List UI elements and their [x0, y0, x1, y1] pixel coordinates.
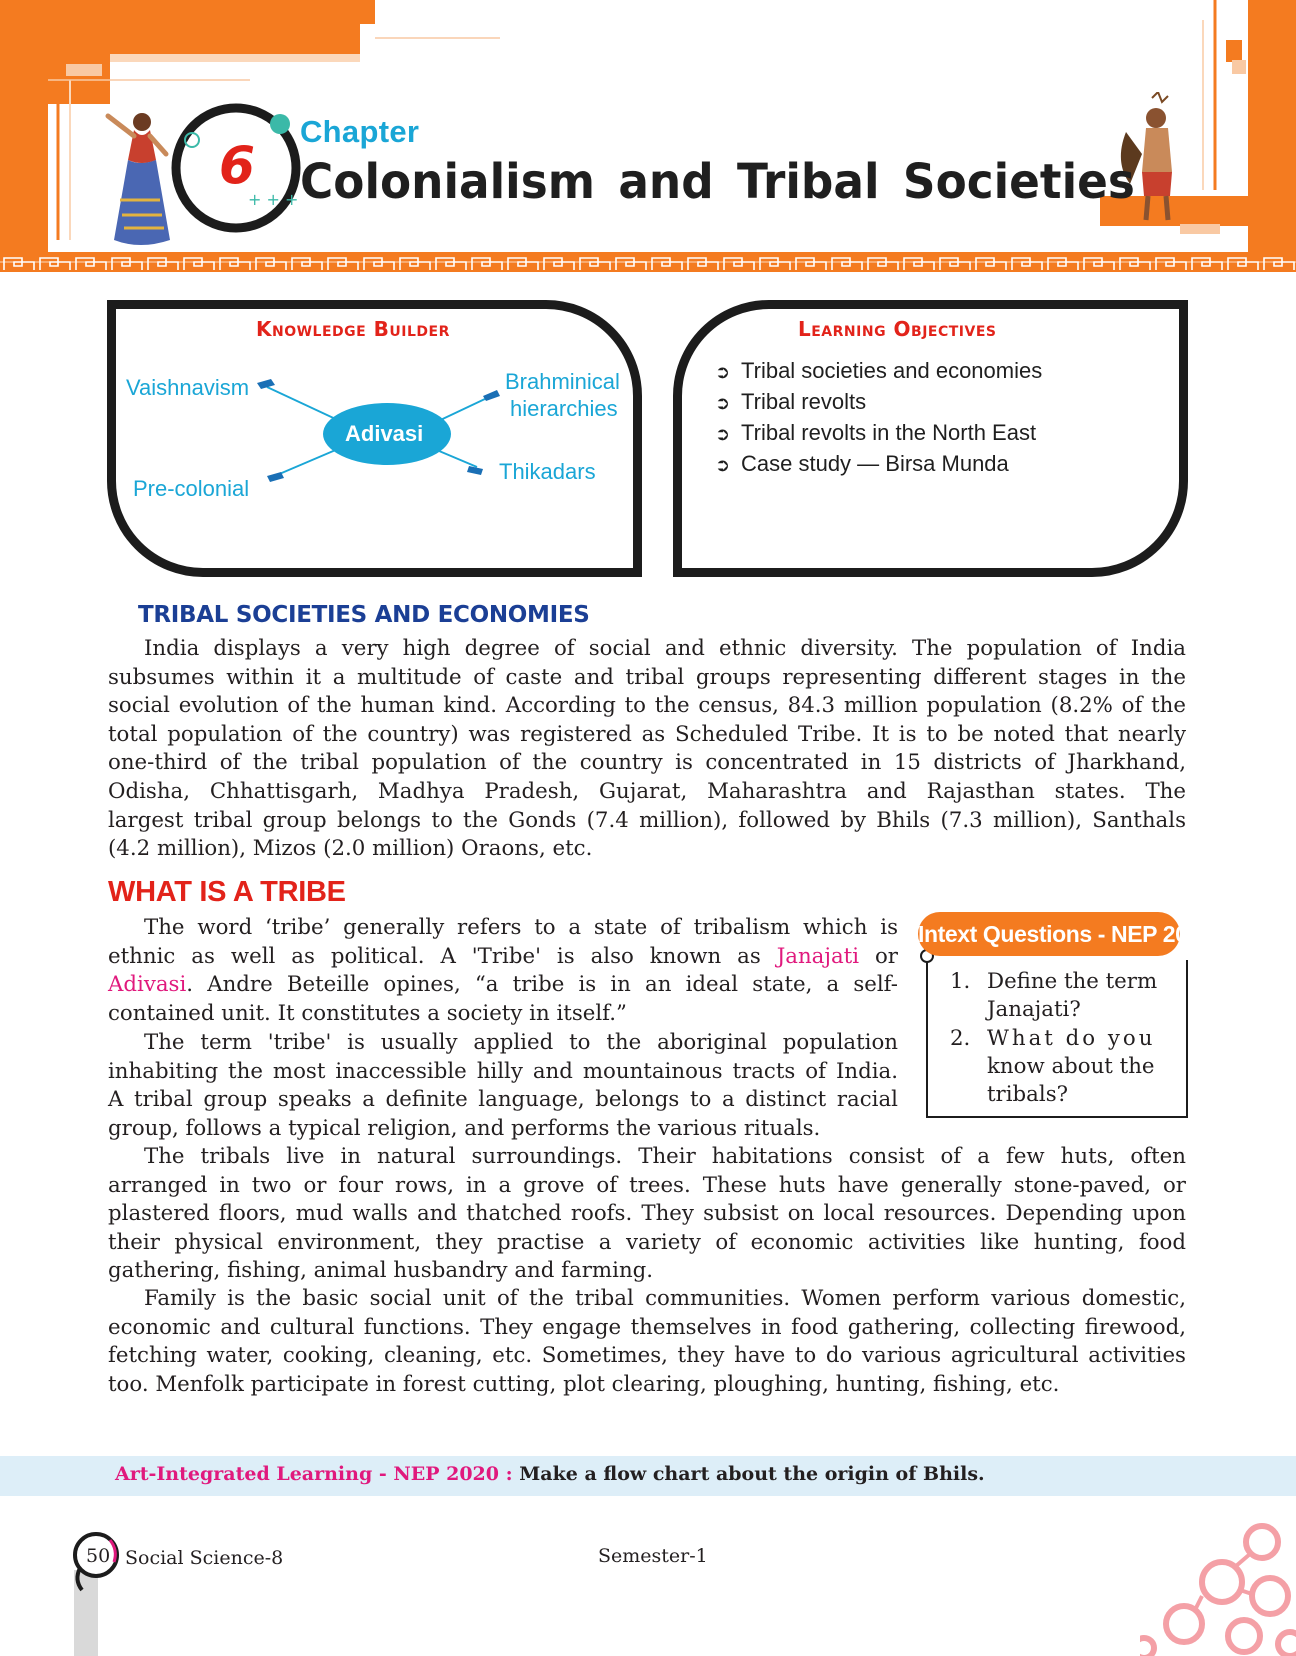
- paragraph-tribal-family: Family is the basic social unit of the tribal communities. Women perform various domestic, economic and cultural functions. They engage themselves in food gathering, collecting firewood, fetching water, cooking, cleaning, etc. Sometimes, they have to do various agricultural activities too. Menfolk participate in forest cutting, plot clearing, ploughing, hunting, fishing, etc.: [108, 1286, 1186, 1397]
- question-1-number: 1.: [950, 969, 971, 994]
- list-item: ➲ Tribal revolts: [715, 389, 867, 414]
- question-2-line3: tribals?: [987, 1082, 1069, 1107]
- chapter-number: 6: [218, 136, 256, 196]
- question-2-number: 2.: [950, 1026, 971, 1051]
- kb-node-brahminical-line2: hierarchies: [510, 396, 618, 421]
- kb-node-pre-colonial: Pre-colonial: [133, 476, 250, 501]
- arrow-bullet-icon: ➲: [715, 424, 731, 445]
- page-number: 50: [86, 1545, 111, 1567]
- list-item: ➲ Tribal societies and economies: [715, 358, 1043, 383]
- decorative-circles: [1140, 1520, 1296, 1656]
- arrow-bullet-icon: ➲: [715, 393, 731, 414]
- kb-node-vaishnavism: Vaishnavism: [126, 375, 250, 400]
- knowledge-builder-title: Knowledge Builder: [256, 317, 450, 341]
- chapter-title: Colonialism and Tribal Societies: [300, 154, 1135, 210]
- kb-center-adivasi: Adivasi: [345, 421, 424, 446]
- chapter-header-banner: [0, 0, 1296, 272]
- section-heading-what-is-a-tribe: WHAT IS A TRIBE: [108, 876, 346, 908]
- art-integrated-label: Art-Integrated Learning - NEP 2020 :: [115, 1463, 513, 1485]
- footer-semester: Semester-1: [598, 1545, 708, 1567]
- question-1-line1: Define the term: [987, 969, 1158, 994]
- term-adivasi: Adivasi: [108, 972, 187, 998]
- art-integrated-learning-text: [115, 1463, 985, 1485]
- list-item: ➲ Case study — Birsa Munda: [715, 451, 1009, 476]
- art-integrated-task: Make a flow chart about the origin of Bhils.: [519, 1463, 985, 1485]
- paragraph-tribe-term: The term 'tribe' is usually applied to the aboriginal population inhabiting the most inaccessible hilly and mountainous tracts of India. A tribal group speaks a definite language, belongs to a distinct racial group, follows a typical religion, and performs the various rituals.: [108, 1030, 898, 1141]
- footer-subject: Social Science-8: [125, 1547, 284, 1569]
- dancer-illustration: [100, 100, 180, 250]
- list-item: ➲ Tribal revolts in the North East: [715, 420, 1037, 445]
- arrow-bullet-icon: ➲: [715, 362, 731, 383]
- intext-questions-title: Intext Questions - NEP 2020: [918, 912, 1180, 956]
- term-janajati: Janajati: [776, 943, 860, 969]
- question-2-line1: What do you: [987, 1026, 1156, 1051]
- paragraph-tribal-societies: India displays a very high degree of social and ethnic diversity. The population of India subsumes within it a multitude of caste and tribal groups representing different stages in the social evolution of the human kind. According to the census, 84.3 million population (8.2% of the total population of the country) was registered as Scheduled Tribe. It is to be noted that nearly one-third of the tribal population of the country is concentrated in 15 districts of Jharkhand, Odisha, Chhattisgarh, Madhya Pradesh, Gujarat, Maharashtra and Rajasthan states. The largest tribal group belongs to the Gonds (7.4 million), followed by Bhils (7.3 million), Santhals (4.2 million), Mizos (2.0 million) Oraons, etc.: [108, 636, 1186, 862]
- svg-text:+ + +: + + +: [248, 190, 299, 209]
- kb-node-thikadars: Thikadars: [499, 459, 596, 484]
- question-1-line2: Janajati?: [987, 997, 1081, 1022]
- learning-objectives-title: Learning Objectives: [798, 317, 997, 341]
- paragraph-tribe-definition: The word ‘tribe’ generally refers to a state of tribalism which is ethnic as well as political. A 'Tribe' is also known as Janajati or Adivasi. Andre Beteille opines, “a tribe is in an ideal state, a self- contained unit. It constitutes a society in itself.”: [108, 915, 898, 1026]
- section-heading-tribal-societies: TRIBAL SOCIETIES AND ECONOMIES: [138, 602, 590, 628]
- learning-objectives-list: [715, 358, 1042, 482]
- kb-node-brahminical-line1: Brahminical: [505, 369, 620, 394]
- chapter-label: Chapter: [300, 114, 420, 149]
- arrow-bullet-icon: ➲: [715, 455, 731, 476]
- paragraph-tribal-habitations: The tribals live in natural surroundings. Their habitations consist of a few huts, often arranged in two or four rows, in a grove of trees. These huts have generally stone-paved, or plastered floors, mud walls and thatched roofs. They subsist on local resources. Depending upon their physical environment, they practise a variety of economic activities like hunting, food gathering, fishing, animal husbandry and farming.: [108, 1144, 1186, 1284]
- question-2-line2: know about the: [987, 1054, 1155, 1079]
